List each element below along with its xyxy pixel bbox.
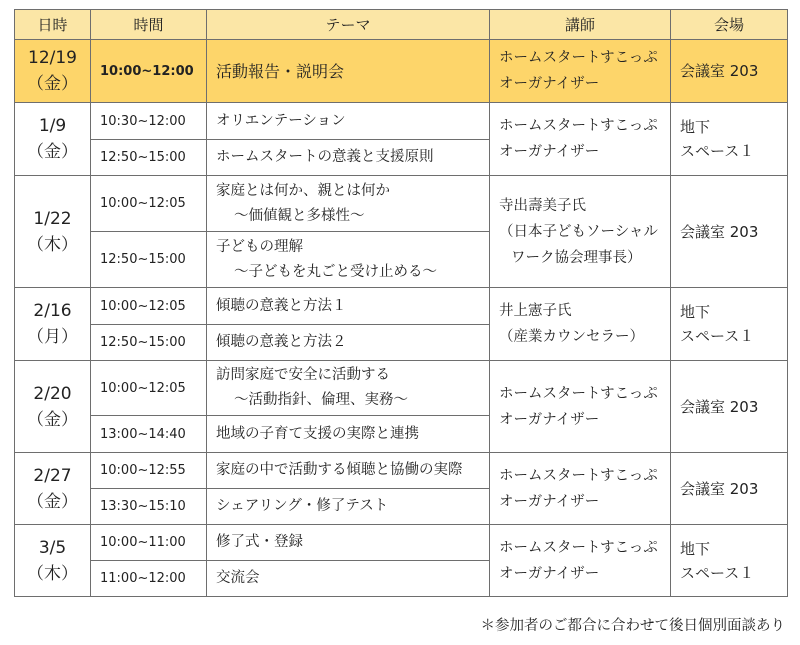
theme-title: 家庭とは何か、親とは何か (216, 182, 390, 199)
session-weekday: （月） (27, 327, 78, 347)
venue-cell (671, 103, 788, 176)
header-date: 日時 (15, 10, 91, 40)
schedule-table (14, 9, 788, 597)
session-weekday: （金） (27, 409, 78, 430)
theme-title: シェアリング・修了テスト (216, 498, 389, 514)
table-row (15, 40, 788, 103)
theme-title: オリエンテーション (216, 112, 346, 129)
lecturer-cell (490, 361, 671, 453)
lecturer-line: ワーク協会理事長） (511, 249, 642, 266)
session-theme (207, 525, 490, 561)
lecturer-line: オーガナイザー (499, 493, 600, 510)
session-time: 13:00~14:40 (91, 416, 207, 453)
table-row (15, 103, 788, 140)
lecturer-line: ホームスタートすこっぷ (499, 118, 658, 134)
venue-line: スペース１ (680, 142, 755, 160)
session-date: 2/16 (33, 301, 72, 321)
session-date: 3/5 (38, 537, 67, 558)
session-time: 10:00~12:00 (91, 40, 207, 103)
session-date: 2/27 (33, 465, 72, 486)
session-theme (207, 561, 490, 597)
lecturer-line: ホームスタートすこっぷ (499, 385, 658, 402)
session-time: 10:00~12:05 (91, 361, 207, 416)
session-theme (207, 40, 490, 103)
theme-title: 傾聴の意義と方法２ (216, 334, 347, 350)
lecturer-line: オーガナイザー (499, 411, 600, 428)
session-date-cell (15, 288, 91, 361)
lecturer-cell (490, 288, 671, 361)
session-date: 1/22 (33, 208, 72, 229)
session-date-cell (15, 361, 91, 453)
theme-subtitle: ～活動指針、倫理、実務～ (234, 392, 408, 408)
session-date-cell (15, 103, 91, 176)
venue-line: スペース１ (680, 563, 755, 582)
session-time: 11:00~12:00 (91, 561, 207, 597)
venue-cell (671, 453, 788, 525)
session-date: 12/19 (28, 48, 77, 68)
session-theme (207, 489, 490, 525)
table-row (15, 453, 788, 489)
session-theme (207, 453, 490, 489)
session-time: 12:50~15:00 (91, 140, 207, 176)
session-date-cell (15, 176, 91, 288)
session-date-cell (15, 525, 91, 597)
session-weekday: （金） (27, 491, 78, 512)
theme-title: 家庭の中で活動する傾聴と協働の実際 (216, 462, 463, 478)
theme-title: 傾聴の意義と方法１ (216, 297, 347, 314)
session-time: 13:30~15:10 (91, 489, 207, 525)
session-theme (207, 361, 490, 416)
session-weekday: （金） (27, 142, 78, 162)
table-row (15, 176, 788, 232)
header-time: 時間 (91, 10, 207, 40)
venue-cell (671, 176, 788, 288)
session-theme (207, 416, 490, 453)
header-row (15, 10, 788, 40)
session-time: 10:00~12:05 (91, 288, 207, 325)
theme-title: 修了式・登録 (216, 534, 303, 550)
session-time: 10:00~12:05 (91, 176, 207, 232)
lecturer-line: ホームスタートすこっぷ (499, 50, 658, 66)
venue-line: 会議室 203 (680, 397, 759, 416)
header-lecturer: 講師 (490, 10, 671, 40)
theme-title: 訪問家庭で安全に活動する (216, 367, 390, 383)
lecturer-line: ホームスタートすこっぷ (499, 467, 658, 484)
session-time: 10:00~12:55 (91, 453, 207, 489)
table-row (15, 288, 788, 325)
lecturer-cell (490, 176, 671, 288)
venue-cell (671, 288, 788, 361)
theme-subtitle: ～子どもを丸ごと受け止める～ (234, 263, 437, 280)
session-time: 12:50~15:00 (91, 232, 207, 288)
lecturer-line: オーガナイザー (499, 144, 600, 160)
table-row (15, 361, 788, 416)
venue-line: 会議室 203 (680, 479, 759, 498)
session-time: 12:50~15:00 (91, 325, 207, 361)
lecturer-line: （日本子どもソーシャル (499, 223, 658, 240)
session-theme (207, 140, 490, 176)
schedule-table-container (14, 9, 787, 597)
header-venue: 会場 (671, 10, 788, 40)
session-time: 10:00~11:00 (91, 525, 207, 561)
session-theme (207, 325, 490, 361)
session-weekday: （木） (27, 234, 78, 255)
session-date-cell (15, 40, 91, 103)
footnote: ＊参加者のご都合に合わせて後日個別面談あり (480, 618, 785, 634)
theme-title: 地域の子育て支援の実際と連携 (216, 425, 419, 442)
theme-title: ホームスタートの意義と支援原則 (216, 149, 434, 165)
session-date: 2/20 (33, 383, 72, 404)
lecturer-line: 寺出壽美子氏 (499, 197, 586, 214)
session-weekday: （木） (27, 563, 78, 584)
header-theme: テーマ (207, 10, 490, 40)
session-weekday: （金） (27, 74, 78, 94)
session-time: 10:30~12:00 (91, 103, 207, 140)
theme-title: 活動報告・説明会 (216, 61, 345, 81)
venue-line: 地下 (680, 118, 711, 136)
lecturer-cell (490, 525, 671, 597)
theme-subtitle: ～価値観と多様性～ (234, 207, 365, 224)
theme-title: 交流会 (216, 570, 260, 586)
theme-title: 子どもの理解 (216, 238, 303, 255)
venue-line: 会議室 203 (680, 222, 759, 241)
session-theme (207, 176, 490, 232)
lecturer-cell (490, 103, 671, 176)
lecturer-cell (490, 453, 671, 525)
venue-line: 地下 (680, 303, 711, 321)
table-row (15, 525, 788, 561)
venue-line: 地下 (680, 539, 711, 558)
venue-line: スペース１ (680, 327, 755, 345)
lecturer-cell (490, 40, 671, 103)
session-date: 1/9 (38, 116, 67, 136)
lecturer-line: （産業カウンセラー） (499, 329, 644, 345)
venue-cell (671, 361, 788, 453)
lecturer-line: オーガナイザー (499, 76, 600, 92)
session-date-cell (15, 453, 91, 525)
venue-cell (671, 40, 788, 103)
session-theme (207, 288, 490, 325)
lecturer-line: オーガナイザー (499, 565, 600, 582)
venue-cell (671, 525, 788, 597)
venue-line: 会議室 203 (680, 62, 759, 80)
session-theme (207, 103, 490, 140)
lecturer-line: 井上憲子氏 (499, 303, 572, 319)
lecturer-line: ホームスタートすこっぷ (499, 539, 658, 556)
session-theme (207, 232, 490, 288)
